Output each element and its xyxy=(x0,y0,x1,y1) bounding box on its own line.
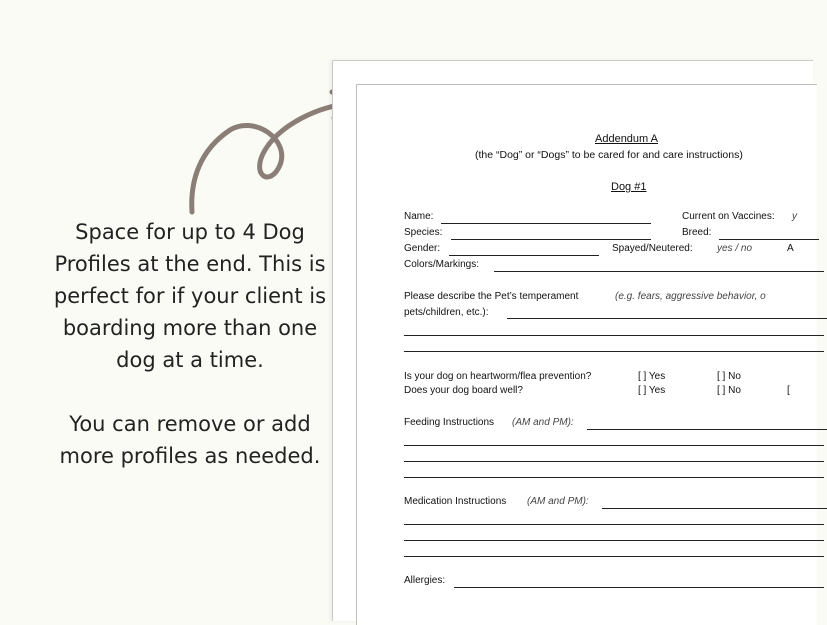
medication-field-2[interactable] xyxy=(404,524,824,525)
document-page xyxy=(356,84,817,625)
medication-field-3[interactable] xyxy=(404,540,824,541)
medication-label: Medication Instructions xyxy=(404,496,507,507)
callout-paragraph-2: You can remove or add more profiles as needed. xyxy=(59,412,321,468)
vaccines-label: Current on Vaccines: xyxy=(682,211,775,222)
dog-heading: Dog #1 xyxy=(611,181,647,193)
board-bracket: [ xyxy=(787,385,790,396)
name-field[interactable] xyxy=(441,223,651,224)
board-question: Does your dog board well? xyxy=(404,385,523,396)
species-field[interactable] xyxy=(451,239,651,240)
gender-field[interactable] xyxy=(449,255,599,256)
callout-paragraph-1: Space for up to 4 Dog Profiles at the end. This is perfect for if your client is boarding more than one dog at a time. xyxy=(53,220,327,372)
board-no[interactable]: [ ] No xyxy=(717,385,741,396)
spayed-options[interactable]: yes / no xyxy=(717,243,753,254)
medication-field-4[interactable] xyxy=(404,556,824,557)
spayed-label: Spayed/Neutered: xyxy=(612,243,693,254)
allergies-label: Allergies: xyxy=(404,575,446,586)
medication-field-1[interactable] xyxy=(602,508,827,509)
feeding-label: Feeding Instructions xyxy=(404,417,495,428)
feeding-field-1[interactable] xyxy=(587,429,827,430)
name-label: Name: xyxy=(404,211,434,222)
callout-text xyxy=(40,216,340,472)
gender-label: Gender: xyxy=(404,243,441,254)
feeding-field-2[interactable] xyxy=(404,445,824,446)
breed-label: Breed: xyxy=(682,227,712,238)
temperament-field-3[interactable] xyxy=(404,351,824,352)
age-label: A xyxy=(787,243,794,254)
heartworm-question: Is your dog on heartworm/flea prevention? xyxy=(404,371,592,382)
species-label: Species: xyxy=(404,227,443,238)
feeding-field-4[interactable] xyxy=(404,477,824,478)
colors-field[interactable] xyxy=(494,271,824,272)
heartworm-yes[interactable]: [ ] Yes xyxy=(638,371,666,382)
temperament-label: Please describe the Pet’s temperament xyxy=(404,291,579,302)
vaccines-value: y xyxy=(792,211,797,222)
temperament-hint: (e.g. fears, aggressive behavior, o xyxy=(615,291,766,302)
temperament-field-2[interactable] xyxy=(404,335,824,336)
form-title: Addendum A xyxy=(595,133,658,145)
heartworm-no[interactable]: [ ] No xyxy=(717,371,741,382)
feeding-hint: (AM and PM): xyxy=(512,417,574,428)
board-yes[interactable]: [ ] Yes xyxy=(638,385,666,396)
temperament-field-1[interactable] xyxy=(507,318,827,319)
colors-label: Colors/Markings: xyxy=(404,259,480,270)
allergies-field[interactable] xyxy=(454,587,824,588)
feeding-field-3[interactable] xyxy=(404,461,824,462)
temperament-hint-2: pets/children, etc.): xyxy=(404,307,489,318)
breed-field[interactable] xyxy=(719,239,819,240)
medication-hint: (AM and PM): xyxy=(527,496,589,507)
form-subtitle: (the “Dog” or “Dogs” to be cared for and care instructions) xyxy=(475,149,743,161)
